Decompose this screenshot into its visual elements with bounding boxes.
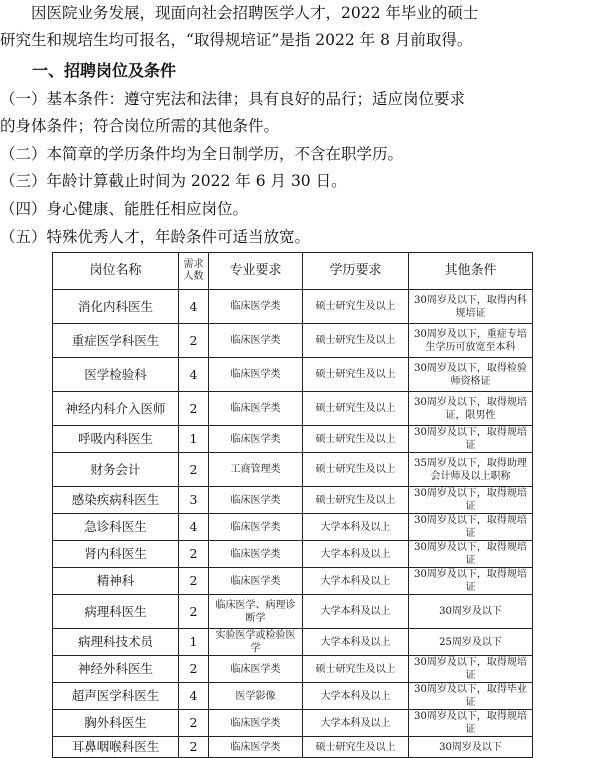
cell-position: 重症医学科医生	[53, 324, 179, 358]
cell-position: 精神科	[53, 568, 179, 595]
cell-count: 2	[179, 453, 209, 487]
cell-major: 实验医学或检验医学	[209, 629, 303, 656]
table-row	[53, 426, 533, 453]
cell-count: 2	[179, 324, 209, 358]
intro-line-2: 研究生和规培生均可报名，“取得规培证”是指 2022 年 8 月前取得。	[0, 31, 473, 49]
cell-education: 硕士研究生及以上	[303, 426, 409, 453]
cell-count: 2	[179, 710, 209, 737]
cell-position: 超声医学科医生	[53, 683, 179, 710]
condition-3: （三）年龄计算截止时间为 2022 年 6 月 30 日。	[0, 172, 347, 190]
table-row	[53, 595, 533, 629]
cell-other: 30周岁及以下，取得规培证	[409, 568, 533, 595]
cell-count: 2	[179, 541, 209, 568]
table-row	[53, 358, 533, 392]
condition-2: （二）本简章的学历条件均为全日制学历，不含在职学历。	[0, 145, 404, 163]
cell-major: 临床医学类	[209, 324, 303, 358]
section-heading: 一、招聘岗位及条件	[0, 61, 177, 80]
table-row	[53, 290, 533, 324]
cell-education: 大学本科及以上	[303, 514, 409, 541]
condition-1-line-2: 的身体条件；符合岗位所需的其他条件。	[0, 117, 280, 135]
cell-position: 医学检验科	[53, 358, 179, 392]
positions-table	[52, 252, 533, 758]
cell-other: 25周岁及以下	[409, 629, 533, 656]
cell-other: 30周岁及以下，取得规培证	[409, 710, 533, 737]
cell-major: 临床医学类	[209, 426, 303, 453]
cell-education: 大学本科及以上	[303, 710, 409, 737]
header-major: 专业要求	[209, 253, 303, 290]
cell-other: 30周岁及以下，取得规培证	[409, 541, 533, 568]
cell-count: 1	[179, 426, 209, 453]
intro-line-1: 因医院业务发展，现面向社会招聘医学人才，2022 年毕业的硕士	[0, 4, 479, 22]
cell-position: 神经外科医生	[53, 656, 179, 683]
table-row	[53, 324, 533, 358]
cell-other: 30周岁及以下，取得规培证	[409, 426, 533, 453]
cell-count: 2	[179, 656, 209, 683]
cell-position: 急诊科医生	[53, 514, 179, 541]
cell-other: 30周岁及以下，重症专培生学历可放宽至本科	[409, 324, 533, 358]
cell-education: 硕士研究生及以上	[303, 392, 409, 426]
cell-other: 30周岁及以下，取得规培证	[409, 514, 533, 541]
cell-position: 消化内科医生	[53, 290, 179, 324]
cell-education: 硕士研究生及以上	[303, 324, 409, 358]
cell-education: 大学本科及以上	[303, 568, 409, 595]
table-row	[53, 453, 533, 487]
table-row	[53, 710, 533, 737]
condition-4: （四）身心健康、能胜任相应岗位。	[0, 200, 249, 218]
header-other: 其他条件	[409, 253, 533, 290]
cell-position: 呼吸内科医生	[53, 426, 179, 453]
table-header-row	[53, 253, 533, 290]
cell-count: 2	[179, 392, 209, 426]
cell-education: 硕士研究生及以上	[303, 487, 409, 514]
cell-position: 病理科医生	[53, 595, 179, 629]
cell-major: 医学影像	[209, 683, 303, 710]
cell-major: 临床医学类	[209, 290, 303, 324]
cell-count: 2	[179, 595, 209, 629]
cell-count: 2	[179, 737, 209, 758]
cell-major: 临床医学类	[209, 568, 303, 595]
cell-education: 硕士研究生及以上	[303, 290, 409, 324]
header-position: 岗位名称	[53, 253, 179, 290]
cell-count: 4	[179, 683, 209, 710]
cell-count: 2	[179, 568, 209, 595]
cell-other: 35周岁及以下，取得助理会计师及以上职称	[409, 453, 533, 487]
cell-count: 1	[179, 629, 209, 656]
cell-position: 肾内科医生	[53, 541, 179, 568]
cell-position: 感染疾病科医生	[53, 487, 179, 514]
cell-education: 硕士研究生及以上	[303, 453, 409, 487]
cell-other: 30周岁及以下，取得毕业证	[409, 683, 533, 710]
cell-position: 胸外科医生	[53, 710, 179, 737]
table-row	[53, 737, 533, 758]
cell-other: 30周岁及以下，取得检验师资格证	[409, 358, 533, 392]
table-row	[53, 541, 533, 568]
cell-major: 工商管理类	[209, 453, 303, 487]
table-row	[53, 568, 533, 595]
condition-1-line-1: （一）基本条件：遵守宪法和法律；具有良好的品行；适应岗位要求	[0, 90, 466, 108]
cell-count: 4	[179, 358, 209, 392]
cell-other: 30周岁及以下，取得内科规培证	[409, 290, 533, 324]
cell-education: 大学本科及以上	[303, 629, 409, 656]
cell-other: 30周岁及以下	[409, 595, 533, 629]
cell-other: 30周岁及以下，取得规培证	[409, 487, 533, 514]
table-row	[53, 392, 533, 426]
cell-major: 临床医学、病理诊断学	[209, 595, 303, 629]
cell-position: 财务会计	[53, 453, 179, 487]
table-row	[53, 514, 533, 541]
cell-other: 30周岁及以下	[409, 737, 533, 758]
condition-5: （五）特殊优秀人才，年龄条件可适当放宽。	[0, 228, 311, 246]
cell-position: 神经内科介入医师	[53, 392, 179, 426]
cell-education: 大学本科及以上	[303, 595, 409, 629]
cell-position: 病理科技术员	[53, 629, 179, 656]
cell-major: 临床医学类	[209, 710, 303, 737]
cell-major: 临床医学类	[209, 487, 303, 514]
cell-education: 硕士研究生及以上	[303, 737, 409, 758]
cell-major: 临床医学类	[209, 514, 303, 541]
header-count: 需求人数	[179, 253, 209, 290]
cell-other: 30周岁及以下，取得规培证，限男性	[409, 392, 533, 426]
table-row	[53, 656, 533, 683]
cell-other: 30周岁及以下，取得规培证	[409, 656, 533, 683]
cell-education: 硕士研究生及以上	[303, 358, 409, 392]
cell-major: 临床医学类	[209, 656, 303, 683]
cell-major: 临床医学类	[209, 392, 303, 426]
cell-count: 4	[179, 514, 209, 541]
table-row	[53, 487, 533, 514]
header-education: 学历要求	[303, 253, 409, 290]
table-row	[53, 683, 533, 710]
cell-major: 临床医学类	[209, 541, 303, 568]
cell-education: 大学本科及以上	[303, 541, 409, 568]
cell-count: 4	[179, 290, 209, 324]
cell-major: 临床医学类	[209, 358, 303, 392]
cell-count: 3	[179, 487, 209, 514]
cell-education: 大学本科及以上	[303, 683, 409, 710]
cell-position: 耳鼻咽喉科医生	[53, 737, 179, 758]
cell-education: 硕士研究生及以上	[303, 656, 409, 683]
cell-major: 临床医学类	[209, 737, 303, 758]
table-row	[53, 629, 533, 656]
